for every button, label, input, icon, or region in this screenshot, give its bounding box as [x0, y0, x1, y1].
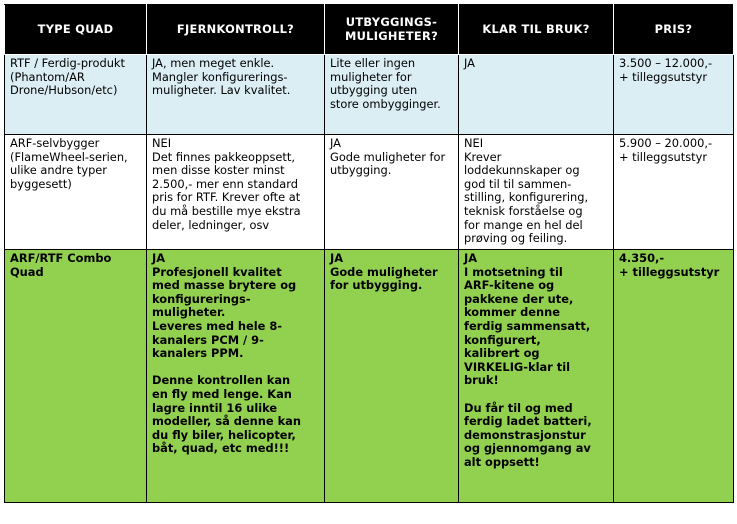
cell-line: ARF/RTF Combo — [10, 251, 112, 265]
cell-ready — [459, 135, 614, 250]
cell-line: stilling, konfigurering, — [464, 190, 589, 205]
cell-line: Drone/Hubson/etc) — [10, 83, 118, 98]
cell-type — [5, 55, 147, 135]
cell-line: JA, men meget enkle. — [152, 56, 275, 70]
cell-line: Leveres med hele 8- — [152, 318, 283, 333]
cell-line: og gjennomgang av — [464, 441, 591, 456]
cell-line: byggesett) — [10, 176, 72, 191]
cell-line: JA — [330, 136, 341, 150]
cell-line: pakkene der ute, — [464, 291, 574, 306]
cell-line: muligheter. Lav kvalitet. — [152, 83, 291, 98]
cell-line: NEI — [152, 136, 172, 150]
cell-upgrade — [325, 55, 459, 135]
cell-line: kalibrert og — [464, 346, 540, 361]
table-row-arf — [5, 135, 734, 250]
cell-line: Quad — [10, 264, 44, 279]
cell-line: + tilleggsutstyr — [619, 69, 708, 84]
cell-line: Gode muligheter for — [330, 149, 446, 164]
cell-line: 3.500 – 12.000,- — [619, 56, 713, 70]
cell-line: Gode muligheter — [330, 264, 438, 279]
header-price: PRIS? — [614, 5, 734, 55]
cell-line: konfigurerings- — [152, 291, 251, 306]
cell-line: ferdig ladet batteri, — [464, 414, 592, 429]
header-upgrade: UTBYGGINGS- MULIGHETER? — [325, 5, 459, 55]
cell-type — [5, 250, 147, 503]
cell-ready — [459, 250, 614, 503]
cell-line: store ombygginger. — [330, 96, 441, 111]
cell-line: bruk! — [464, 373, 499, 388]
cell-line: prøving og feiling. — [464, 231, 568, 246]
cell-line: alt oppsett! — [464, 454, 540, 469]
cell-remote — [147, 250, 325, 503]
cell-price — [614, 55, 734, 135]
cell-line: du fly biler, helicopter, — [152, 427, 296, 442]
cell-line: kommer denne — [464, 305, 560, 320]
cell-line: JA — [152, 251, 166, 265]
cell-line: + tilleggsutstyr — [619, 264, 720, 279]
cell-line: for mange en hel del — [464, 217, 583, 232]
cell-line: Lite eller ingen — [330, 56, 416, 70]
cell-line: båt, quad, etc med!!! — [152, 441, 290, 456]
cell-line: muligheter. — [152, 305, 226, 320]
cell-line: konfigurert, — [464, 332, 541, 347]
cell-line: (Phantom/AR — [10, 69, 85, 84]
cell-line: Krever — [464, 149, 502, 164]
cell-line: kanalers PPM. — [152, 346, 244, 361]
cell-line: muligheter for — [330, 69, 412, 84]
cell-line: ARF-selvbygger — [10, 136, 100, 150]
cell-line: JA — [330, 251, 344, 265]
cell-line: VIRKELIG-klar til — [464, 359, 571, 374]
table-row-rtf — [5, 55, 734, 135]
cell-type — [5, 135, 147, 250]
blank-line — [464, 388, 608, 402]
cell-line: 5.900 – 20.000,- — [619, 136, 713, 150]
cell-line: NEI — [464, 136, 484, 150]
cell-line: JA — [464, 56, 475, 70]
table-row-combo — [5, 250, 734, 503]
cell-remote — [147, 135, 325, 250]
cell-line: ARF-kitene og — [464, 278, 555, 293]
cell-line: utbygging uten — [330, 83, 418, 98]
cell-line: men disse koster minst — [152, 163, 285, 178]
cell-line: en fly med lenge. Kan — [152, 386, 292, 401]
header-ready: KLAR TIL BRUK? — [459, 5, 614, 55]
cell-upgrade — [325, 250, 459, 503]
header-row — [5, 5, 734, 55]
cell-line: teknisk forståelse og — [464, 203, 583, 218]
cell-line: JA — [464, 251, 478, 265]
cell-line: utbygging. — [330, 163, 392, 178]
cell-line: kanalers PCM / 9- — [152, 332, 264, 347]
cell-line: (FlameWheel-serien, — [10, 149, 128, 164]
cell-line: Profesjonell kvalitet — [152, 264, 282, 279]
header-remote: FJERNKONTROLL? — [147, 5, 325, 55]
cell-line: Du får til og med — [464, 400, 573, 415]
cell-line: ulike andre typer — [10, 163, 107, 178]
cell-line: 4.350,- — [619, 251, 665, 265]
cell-upgrade — [325, 135, 459, 250]
cell-line: lagre inntil 16 ulike — [152, 400, 278, 415]
cell-line: pris for RTF. Krever ofte at — [152, 190, 301, 205]
cell-price — [614, 135, 734, 250]
cell-line: modeller, så denne kan — [152, 414, 301, 429]
cell-line: med masse brytere og — [152, 278, 297, 293]
cell-line: deler, ledninger, osv — [152, 217, 270, 232]
cell-line: Denne kontrollen kan — [152, 373, 291, 388]
cell-line: I motsetning til — [464, 264, 563, 279]
cell-line: 2.500,- mer enn standard — [152, 176, 298, 191]
cell-line: god til til sammen- — [464, 176, 572, 191]
cell-line: Mangler konfigurerings- — [152, 69, 288, 84]
blank-line — [152, 361, 319, 375]
cell-line: Det finnes pakkeoppsett, — [152, 149, 295, 164]
quad-comparison-table — [4, 4, 734, 503]
cell-line: + tilleggsutstyr — [619, 149, 708, 164]
cell-line: RTF / Ferdig-produkt — [10, 56, 125, 70]
cell-line: ferdig sammensatt, — [464, 318, 591, 333]
cell-line: loddekunnskaper og — [464, 163, 580, 178]
header-type-quad: TYPE QUAD — [5, 5, 147, 55]
cell-line: du må bestille mye ekstra — [152, 203, 301, 218]
cell-line: demonstrasjonstur — [464, 427, 586, 442]
cell-price — [614, 250, 734, 503]
cell-remote — [147, 55, 325, 135]
cell-ready — [459, 55, 614, 135]
cell-line: for utbygging. — [330, 278, 423, 293]
